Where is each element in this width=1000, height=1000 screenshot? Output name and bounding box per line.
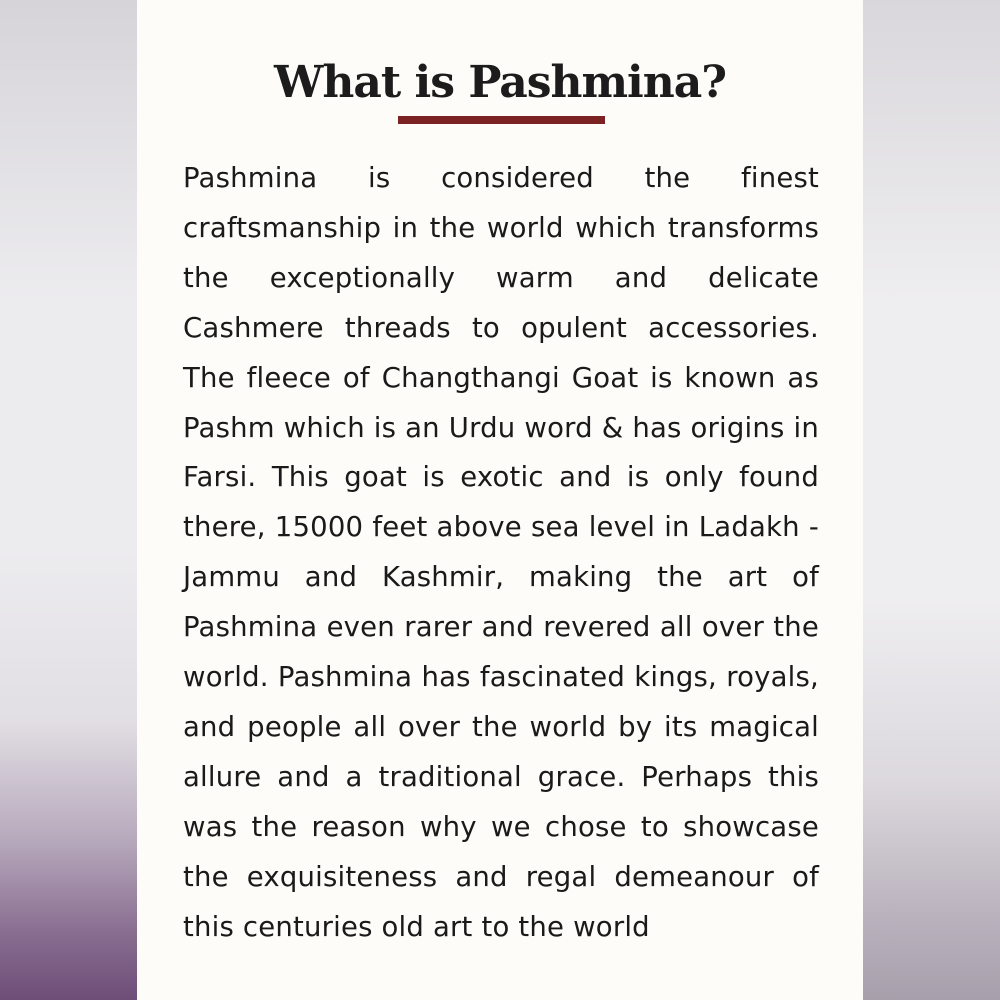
right-background-strip bbox=[863, 0, 1000, 1000]
content-card bbox=[137, 0, 863, 1000]
page-title: What is Pashmina? bbox=[273, 57, 727, 109]
body-paragraph: Pashmina is considered the finest craftsmanship in the world which transforms the exceptionally warm and delicate Cashmere threads to opulent accessories. The fleece of Changthangi Goat is known as Pashm which is an Urdu word & has origins in Farsi. This goat is exotic and is only found there, 15000 feet above sea level in Ladakh - Jammu and Kashmir, making the art of Pashmina even rarer and revered all over the world. Pashmina has fascinated kings, royals, and people all over the world by its magical allure and a traditional grace. Perhaps this was the reason why we chose to showcase the exquisiteness and regal demeanour of this centuries old art to the world bbox=[183, 162, 819, 943]
left-background-strip bbox=[0, 0, 140, 1000]
title-divider bbox=[398, 116, 605, 124]
